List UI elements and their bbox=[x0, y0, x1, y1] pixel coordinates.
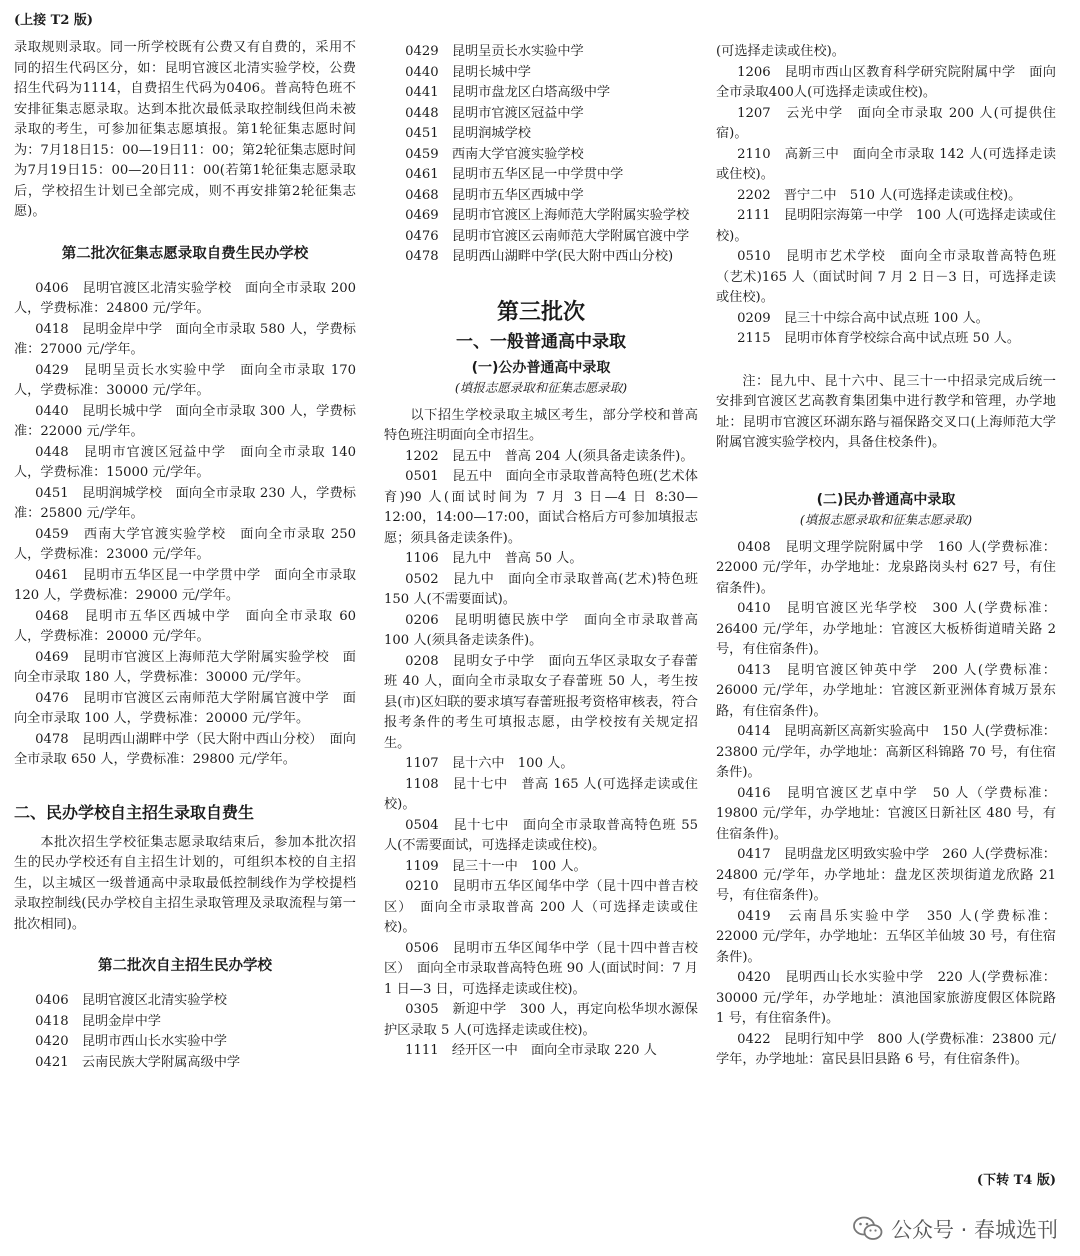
column-1 bbox=[14, 10, 356, 1073]
list-item: 0420 昆明市西山长水实验中学 bbox=[35, 1034, 227, 1049]
list-item: 1106 昆九中 普高 50 人。 bbox=[405, 551, 583, 566]
list-item: 0305 新迎中学 300 人，再定向松华坝水源保护区录取 5 人(可选择走读或住校)。 bbox=[384, 1002, 698, 1038]
list-item: 0478 昆明西山湖畔中学(民大附中西山分校) bbox=[405, 249, 674, 264]
batch-3-title: 第三批次 bbox=[496, 299, 585, 325]
list-item: 0210 昆明市五华区闻华中学（昆十四中普吉校区） 面向全市录取普高 200 人（可选择走读或住校)。 bbox=[384, 879, 698, 935]
list-item: 0441 昆明市盘龙区白塔高级中学 bbox=[405, 85, 611, 100]
public-high-school-note: (填报志愿录取和征集志愿录取) bbox=[454, 379, 628, 395]
list-item: 0448 昆明市官渡区冠益中学 bbox=[405, 105, 584, 121]
list-item: 0421 云南民族大学附属高级中学 bbox=[35, 1054, 241, 1070]
list-item: 0429 昆明呈贡长水实验中学 面向全市录取 170 人，学费标准：30000 元/学年。 bbox=[14, 362, 356, 398]
list-item: 1111 经开区一中 面向全市录取 220 人 bbox=[405, 1043, 657, 1058]
list-item: 0469 昆明市官渡区上海师范大学附属实验学校 bbox=[405, 208, 690, 223]
public-high-school-title: (一)公办普通高中录取 bbox=[471, 359, 611, 376]
list-item: (可选择走读或住校)。 bbox=[716, 44, 845, 59]
list-item: 1109 昆三十一中 100 人。 bbox=[405, 858, 587, 874]
list-item: 0413 昆明官渡区钟英中学 200 人(学费标准：26000 元/学年，办学地址：官渡区新亚洲体育城万景东路，有住宿条件)。 bbox=[716, 662, 1056, 719]
list-item: 0406 昆明官渡区北清实验学校 面向全市录取 200 人，学费标准：24800 元/学年。 bbox=[14, 280, 356, 316]
note-paragraph: 注：昆九中、昆十六中、昆三十一中招录完成后统一安排到官渡区艺高教育集团集中进行教学和管理，办学地址：昆明市官渡区环湖东路与福保路交叉口(上海师范大学附属官渡实验学校内，具备住校条件)。 bbox=[716, 373, 1056, 450]
school-list-2 bbox=[14, 991, 356, 1073]
list-item: 0206 昆明明德民族中学 面向全市录取普高 100 人(须具备走读条件)。 bbox=[384, 612, 698, 648]
school-list-6 bbox=[716, 538, 1056, 1071]
list-item: 0208 昆明女子中学 面向五华区录取女子春蕾班 40 人，面向全市录取女子春蕾班 50 人，考生按县(市)区妇联的要求填写春蕾班报考资格审核表，符合报考条件的考生可填报志愿，由学校按有关规定招生。 bbox=[384, 653, 698, 751]
list-item: 0461 昆明市五华区昆一中学贯中学 面向全市录取 120 人，学费标准：29000 元/学年。 bbox=[14, 567, 356, 603]
batch-3-intro: 以下招生学校录取主城区考生，部分学校和普高特色班注明面向全市招生。 bbox=[384, 407, 698, 443]
list-item: 0408 昆明文理学院附属中学 160 人(学费标准：22000 元/学年，办学地址：龙泉路岗头村 627 号，有住宿条件)。 bbox=[716, 539, 1056, 596]
list-item: 0504 昆十七中 面向全市录取普高特色班 55 人(不需要面试，可选择走读或住校)。 bbox=[384, 817, 698, 853]
school-list-1 bbox=[14, 279, 356, 771]
list-item: 0510 昆明市艺术学校 面向全市录取普高特色班（艺术)165 人（面试时间 7 月 2 日－3 日，可选择走读或住校)。 bbox=[716, 249, 1056, 305]
list-item: 1202 昆五中 普高 204 人(须具备走读条件)。 bbox=[405, 448, 694, 464]
list-item: 2111 昆明阳宗海第一中学 100 人(可选择走读或住校)。 bbox=[716, 208, 1056, 244]
school-list-5 bbox=[716, 42, 1056, 350]
section-2-title: 二、民办学校自主招生录取自费生 bbox=[14, 802, 255, 822]
continued-from-mark: (上接 T2 版) bbox=[14, 13, 94, 28]
list-item: 0417 昆明盘龙区明致实验中学 260 人(学费标准：24800 元/学年，办学地址：盘龙区茨坝街道龙欣路 21 号，有住宿条件)。 bbox=[716, 847, 1056, 903]
list-item: 0419 云南昌乐实验中学 350 人(学费标准：22000 元/学年，办学地址：五华区羊仙坡 30 号，有住宿条件)。 bbox=[716, 908, 1056, 965]
list-item: 2110 高新三中 面向全市录取 142 人(可选择走读或住校)。 bbox=[716, 146, 1056, 182]
list-item: 0440 昆明长城中学 面向全市录取 300 人，学费标准：22000 元/学年。 bbox=[14, 403, 356, 439]
section-general-high-school: 一、一般普通高中录取 bbox=[456, 331, 626, 352]
list-item: 0451 昆明润城学校 面向全市录取 230 人，学费标准：25800 元/学年。 bbox=[14, 485, 356, 521]
list-item: 0476 昆明市官渡区云南师范大学附属官渡中学 面向全市录取 100 人，学费标准：20000 元/学年。 bbox=[14, 690, 356, 726]
watermark bbox=[853, 1214, 1058, 1244]
list-item: 0451 昆明润城学校 bbox=[405, 126, 531, 141]
list-item: 0476 昆明市官渡区云南师范大学附属官渡中学 bbox=[405, 228, 690, 244]
list-item: 1206 昆明市西山区教育科学研究院附属中学 面向全市录取400人(可选择走读或住校)。 bbox=[716, 64, 1056, 100]
intro-paragraph: 录取规则录取。同一所学校既有公费又有自费的，采用不同的招生代码区分，如：昆明官渡区北清实验学校，公费招生代码为1114，自费招生代码为0406。普高特色班不安排征集志愿录取。达到本批次最低录取控制线但尚未被录取的考生，可参加征集志愿填报。第1轮征集志愿时间为：7月18日15：00—19日11：00；第2轮征集志愿时间为7月19日15：00—20日11：00(若第1轮征集志愿录取后，学校招生计划已全部完成，则不再安排第2轮征集志愿)。 bbox=[14, 40, 356, 219]
list-item: 0469 昆明市官渡区上海师范大学附属实验学校 面向全市录取 180 人，学费标准：30000 元/学年。 bbox=[14, 649, 356, 685]
wechat-icon bbox=[853, 1216, 883, 1242]
list-item: 0468 昆明市五华区西城中学 面向全市录取 60 人，学费标准：20000 元/学年。 bbox=[14, 608, 356, 644]
list-item: 1107 昆十六中 100 人。 bbox=[405, 756, 574, 771]
list-item: 1108 昆十七中 普高 165 人(可选择走读或住校)。 bbox=[384, 776, 698, 812]
column-3 bbox=[716, 10, 1056, 1073]
list-item: 0410 昆明官渡区光华学校 300 人(学费标准：26400 元/学年，办学地址：官渡区大板桥街道晴关路 2 号，有住宿条件)。 bbox=[716, 601, 1056, 657]
list-item: 0501 昆五中 面向全市录取普高特色班(艺术体育)90 人(面试时间为 7 月 3 日—4 日 8:30—12:00，14:00—17:00，面试合格后方可参加填报志愿；须具备走读条件)。 bbox=[384, 469, 698, 546]
list-item: 0418 昆明金岸中学 bbox=[35, 1013, 161, 1029]
list-item: 0406 昆明官渡区北清实验学校 bbox=[35, 993, 227, 1008]
list-item: 2115 昆明市体育学校综合高中试点班 50 人。 bbox=[737, 331, 1021, 346]
list-item: 0459 西南大学官渡实验学校 bbox=[405, 146, 584, 162]
list-item: 0459 西南大学官渡实验学校 面向全市录取 250 人，学费标准：23000 元/学年。 bbox=[14, 526, 356, 562]
list-item: 0502 昆九中 面向全市录取普高(艺术)特色班 150 人(不需要面试)。 bbox=[384, 571, 698, 607]
watermark-text: 公众号 · 春城选刊 bbox=[890, 1218, 1058, 1242]
list-item: 0506 昆明市五华区闻华中学（昆十四中普吉校区） 面向全市录取普高特色班 90 人(面试时间：7 月 1 日—3 日，可选择走读或住校)。 bbox=[384, 940, 698, 997]
list-item: 0448 昆明市官渡区冠益中学 面向全市录取 140 人，学费标准：15000 元/学年。 bbox=[14, 444, 356, 480]
column-2 bbox=[384, 10, 698, 1073]
list-item: 2202 晋宁二中 510 人(可选择走读或住校)。 bbox=[737, 187, 1022, 203]
list-item: 0420 昆明西山长水实验中学 220 人(学费标准：30000 元/学年，办学地址：滇池国家旅游度假区体院路 1 号，有住宿条件)。 bbox=[716, 970, 1056, 1026]
school-list-4 bbox=[384, 447, 698, 1062]
school-list-3 bbox=[384, 42, 698, 268]
list-item: 0414 昆明高新区高新实验高中 150 人(学费标准：23800 元/学年，办学地址：高新区科锦路 70 号，有住宿条件)。 bbox=[716, 724, 1056, 780]
private-high-school-title: (二)民办普通高中录取 bbox=[816, 491, 956, 508]
section-2-body: 本批次招生学校征集志愿录取结束后，参加本批次招生的民办学校还有自主招生计划的，可组织本校的自主招生，以主城区一级普通高中录取最低控制线作为学校提档录取控制线(民办学校自主招生录取管理及录取流程与第一批次相同)。 bbox=[14, 834, 356, 932]
list-item: 0461 昆明市五华区昆一中学贯中学 bbox=[405, 167, 624, 182]
list-item: 0209 昆三十中综合高中试点班 100 人。 bbox=[737, 310, 989, 326]
list-item: 0440 昆明长城中学 bbox=[405, 64, 531, 80]
list-item: 0429 昆明呈贡长水实验中学 bbox=[405, 44, 584, 59]
list-item: 0468 昆明市五华区西城中学 bbox=[405, 187, 584, 203]
heading-batch2-supplementary: 第二批次征集志愿录取自费生民办学校 bbox=[61, 245, 309, 262]
heading-batch2-self-enrolment: 第二批次自主招生民办学校 bbox=[98, 958, 272, 974]
list-item: 0416 昆明官渡区艺卓中学 50 人（学费标准：19800 元/学年，办学地址：官渡区日新社区 480 号，有住宿条件)。 bbox=[716, 785, 1056, 842]
continued-to-mark: (下转 T4 版) bbox=[976, 1173, 1056, 1188]
list-item: 1207 云光中学 面向全市录取 200 人(可提供住宿)。 bbox=[716, 105, 1056, 141]
list-item: 0478 昆明西山湖畔中学（民大附中西山分校） 面向全市录取 650 人，学费标准：29800 元/学年。 bbox=[14, 731, 356, 767]
private-high-school-note: (填报志愿录取和征集志愿录取) bbox=[799, 511, 973, 527]
list-item: 0422 昆明行知中学 800 人(学费标准：23800 元/学年，办学地址：富民县旧县路 6 号，有住宿条件)。 bbox=[716, 1031, 1056, 1067]
list-item: 0418 昆明金岸中学 面向全市录取 580 人，学费标准：27000 元/学年。 bbox=[14, 321, 356, 357]
